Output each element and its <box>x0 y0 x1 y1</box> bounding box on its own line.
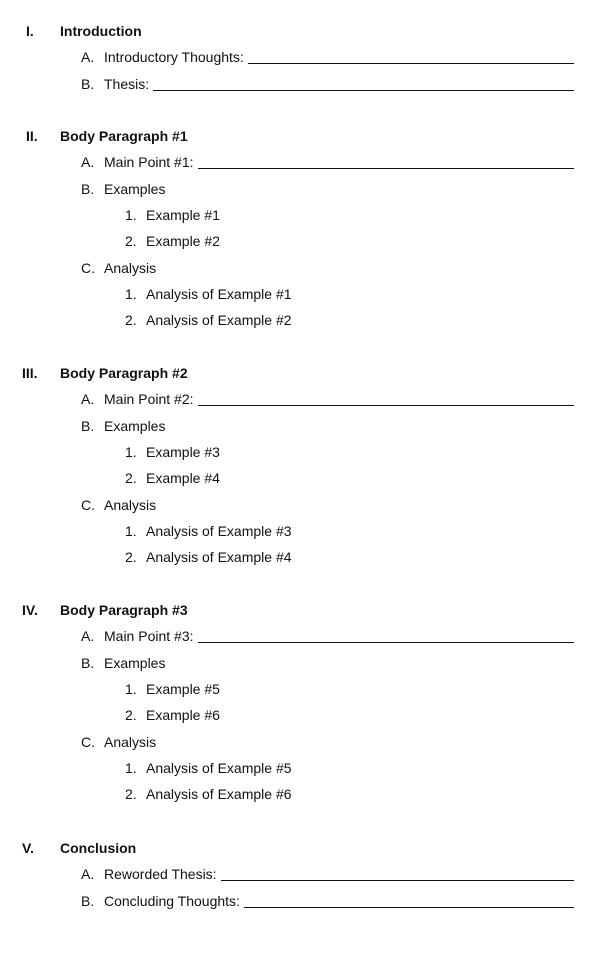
subsection-letter: C. <box>81 733 95 750</box>
list-item-number: 2. <box>125 233 137 250</box>
subsection-letter: B. <box>81 417 95 434</box>
subsection-label: Analysis <box>104 496 157 513</box>
list-item-number: 2. <box>125 707 137 724</box>
list-item <box>0 758 600 778</box>
subsection-label: Concluding Thoughts: <box>104 892 240 909</box>
list-item-number: 1. <box>125 206 137 223</box>
list-item <box>0 231 600 251</box>
subsection-letter: A. <box>81 391 95 408</box>
list-item-number: 1. <box>125 680 137 697</box>
list-item <box>0 521 600 541</box>
subsection-label: Introductory Thoughts: <box>104 49 244 66</box>
subsection-row <box>0 47 600 67</box>
section-title: Body Paragraph #3 <box>60 602 188 618</box>
subsection-letter: B. <box>81 75 95 92</box>
subsection-label: Examples <box>104 417 166 434</box>
fill-in-line[interactable] <box>198 405 574 406</box>
list-item-label: Analysis of Example #2 <box>146 312 292 329</box>
list-item <box>0 679 600 699</box>
list-item-label: Example #6 <box>146 707 220 724</box>
list-item <box>0 705 600 725</box>
subsection-row <box>0 495 600 515</box>
list-item-label: Analysis of Example #5 <box>146 759 292 776</box>
subsection-label: Main Point #3: <box>104 628 194 645</box>
list-item-number: 1. <box>125 443 137 460</box>
section-numeral: III. <box>22 365 38 381</box>
section-title: Conclusion <box>60 840 137 856</box>
subsection-row <box>0 389 600 409</box>
subsection-row <box>0 258 600 278</box>
list-item <box>0 468 600 488</box>
list-item-label: Example #5 <box>146 680 220 697</box>
subsection-letter: C. <box>81 496 95 513</box>
list-item-number: 1. <box>125 522 137 539</box>
subsection-letter: A. <box>81 628 95 645</box>
subsection-letter: C. <box>81 259 95 276</box>
subsection-row <box>0 416 600 436</box>
fill-in-line[interactable] <box>248 63 574 64</box>
fill-in-line[interactable] <box>221 880 574 881</box>
subsection-row <box>0 891 600 911</box>
subsection-row <box>0 732 600 752</box>
fill-in-line[interactable] <box>153 90 574 91</box>
list-item <box>0 784 600 804</box>
subsection-row <box>0 74 600 94</box>
list-item-label: Example #1 <box>146 206 220 223</box>
section-heading <box>0 21 600 41</box>
section-title: Introduction <box>60 23 142 39</box>
list-item-number: 2. <box>125 786 137 803</box>
list-item-number: 2. <box>125 549 137 566</box>
section-heading <box>0 838 600 858</box>
list-item-number: 1. <box>125 285 137 302</box>
section-numeral: II. <box>26 128 38 144</box>
subsection-letter: A. <box>81 866 95 883</box>
subsection-letter: B. <box>81 892 95 909</box>
list-item-label: Analysis of Example #4 <box>146 549 292 566</box>
subsection-label: Main Point #2: <box>104 391 194 408</box>
subsection-row <box>0 864 600 884</box>
subsection-letter: A. <box>81 154 95 171</box>
subsection-row <box>0 179 600 199</box>
fill-in-line[interactable] <box>244 907 574 908</box>
list-item-label: Example #4 <box>146 470 220 487</box>
list-item-label: Example #3 <box>146 443 220 460</box>
subsection-row <box>0 152 600 172</box>
list-item-number: 2. <box>125 470 137 487</box>
subsection-row <box>0 626 600 646</box>
list-item <box>0 284 600 304</box>
fill-in-line[interactable] <box>198 642 574 643</box>
list-item-label: Analysis of Example #6 <box>146 786 292 803</box>
section-numeral: IV. <box>22 602 38 618</box>
subsection-letter: B. <box>81 180 95 197</box>
list-item-label: Example #2 <box>146 233 220 250</box>
list-item-number: 1. <box>125 759 137 776</box>
section-numeral: I. <box>26 23 34 39</box>
list-item-label: Analysis of Example #1 <box>146 285 292 302</box>
list-item <box>0 310 600 330</box>
section-title: Body Paragraph #1 <box>60 128 188 144</box>
list-item <box>0 547 600 567</box>
section-heading <box>0 600 600 620</box>
section-heading <box>0 126 600 146</box>
list-item <box>0 442 600 462</box>
section-heading <box>0 363 600 383</box>
section-title: Body Paragraph #2 <box>60 365 188 381</box>
subsection-label: Main Point #1: <box>104 154 194 171</box>
subsection-label: Analysis <box>104 259 157 276</box>
list-item-number: 2. <box>125 312 137 329</box>
subsection-label: Thesis: <box>104 75 150 92</box>
subsection-letter: A. <box>81 49 95 66</box>
subsection-label: Analysis <box>104 733 157 750</box>
subsection-label: Examples <box>104 180 166 197</box>
list-item <box>0 205 600 225</box>
subsection-label: Examples <box>104 654 166 671</box>
section-numeral: V. <box>22 840 34 856</box>
fill-in-line[interactable] <box>198 168 574 169</box>
subsection-label: Reworded Thesis: <box>104 866 217 883</box>
subsection-letter: B. <box>81 654 95 671</box>
subsection-row <box>0 653 600 673</box>
list-item-label: Analysis of Example #3 <box>146 522 292 539</box>
